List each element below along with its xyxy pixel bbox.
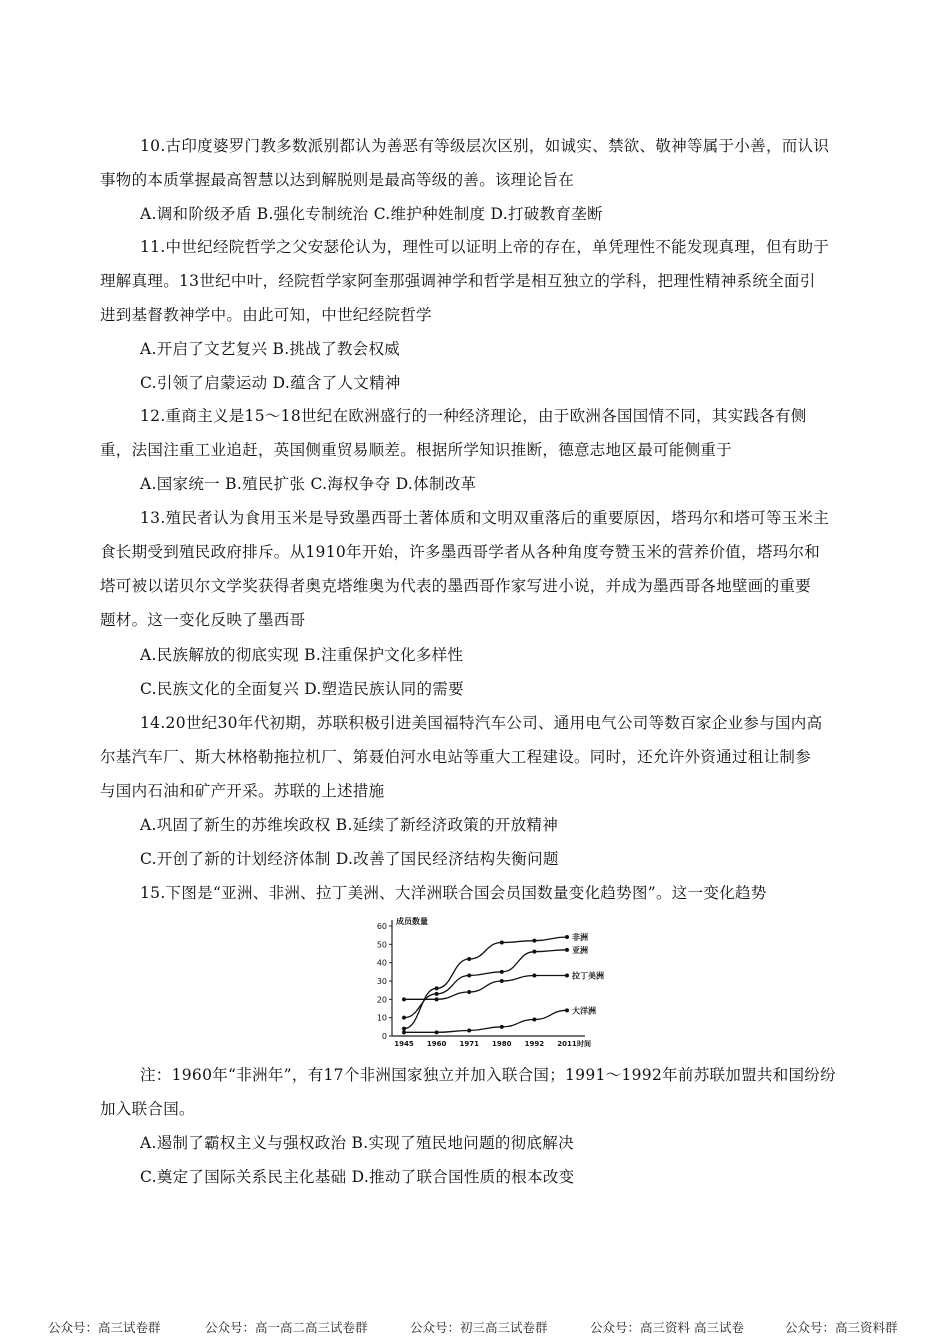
x-tick-label: 1945 [394,1040,414,1048]
q14-line2: 尔基汽车厂、斯大林格勒拖拉机厂、第聂伯河水电站等重大工程建设。同时，还允许外资通过租让制参 [100,748,812,766]
x-axis-title: 时间 [577,1040,591,1048]
q15-note-line1: 注：1960年“非洲年”，有17个非洲国家独立并加入联合国；1991～1992年前苏联加盟共和国纷纷 [140,1066,836,1084]
x-tick-label: 1960 [426,1040,447,1048]
q15-options-1: A.遏制了霸权主义与强权政治 B.实现了殖民地问题的彻底解决 [140,1134,574,1152]
y-tick-label: 10 [376,1013,387,1023]
q15-line1: 15.下图是“亚洲、非洲、拉丁美洲、大洋洲联合国会员国数量变化趋势图”。这一变化趋势 [140,884,767,902]
data-point [532,939,536,943]
data-point [532,974,536,978]
q11-line3: 进到基督教神学中。由此可知，中世纪经院哲学 [100,306,432,324]
q11-options-1: A.开启了文艺复兴 B.挑战了教会权威 [140,340,401,358]
data-point [435,986,439,990]
y-tick-label: 60 [376,922,387,931]
data-point [402,1016,406,1020]
series-label: 拉丁美洲 [572,971,604,981]
q13-line2: 食长期受到殖民政府排斥。从1910年开始，许多墨西哥学者从各种角度夸赞玉米的营养价值，塔玛尔和 [100,543,821,561]
y-tick-label: 0 [381,1032,387,1041]
footer-watermark-2: 公众号：高一高二高三试卷群 [205,1320,368,1335]
series-label: 非洲 [572,933,588,942]
q12-line2: 重，法国注重工业追赶，英国侧重贸易顺差。根据所学知识推断，德意志地区最可能侧重于 [100,441,733,459]
q11-options-2: C.引领了启蒙运动 D.蕴含了人文精神 [140,374,401,392]
q15-note-line2: 加入联合国。 [100,1100,195,1118]
footer-watermark-1: 公众号：高三试卷群 [48,1320,161,1335]
q14-line1: 14.20世纪30年代初期，苏联积极引进美国福特汽车公司、通用电气公司等数百家企业参与国内高 [140,714,823,732]
data-point [500,941,504,945]
series-line [404,937,567,1029]
series-line [404,1010,567,1032]
data-point [467,974,471,978]
q13-line1: 13.殖民者认为食用玉米是导致墨西哥土著体质和文明双重落后的重要原因，塔玛尔和塔可等玉米主 [140,509,830,527]
data-point [435,997,439,1001]
q14-line3: 与国内石油和矿产开采。苏联的上述措施 [100,782,385,800]
q13-options-1: A.民族解放的彻底实现 B.注重保护文化多样性 [140,646,464,664]
data-point [435,992,439,996]
y-tick-label: 30 [376,977,387,986]
q15-options-2: C.奠定了国际关系民主化基础 D.推动了联合国性质的根本改变 [140,1168,575,1186]
q10-line1: 10.古印度婆罗门教多数派别都认为善恶有等级层次区别，如诚实、禁欲、敬神等属于小善，而认识 [140,137,830,155]
footer-watermark-3: 公众号：初三高三试卷群 [410,1320,548,1335]
data-point [565,935,569,939]
q14-options-1: A.巩固了新生的苏维埃政权 B.延续了新经济政策的开放精神 [140,816,559,834]
footer-watermark-5: 公众号：高三资料群 [785,1320,898,1335]
x-tick-label: 1992 [524,1040,545,1048]
footer-watermark-4: 公众号：高三资料 高三试卷 [590,1320,744,1335]
data-point [565,948,569,952]
un-membership-chart [360,912,620,1052]
x-tick-label: 2011 [557,1040,577,1048]
data-point [500,970,504,974]
q10-options: A.调和阶级矛盾 B.强化专制统治 C.维护种姓制度 D.打破教育垄断 [140,205,603,223]
q13-line3: 塔可被以诺贝尔文学奖获得者奥克塔维奥为代表的墨西哥作家写进小说，并成为墨西哥各地壁画的重要 [100,577,812,595]
q12-line1: 12.重商主义是15～18世纪在欧洲盛行的一种经济理论，由于欧洲各国国情不同，其实践各有侧 [140,407,807,425]
q10-line2: 事物的本质掌握最高智慧以达到解脱则是最高等级的善。该理论旨在 [100,171,575,189]
q14-options-2: C.开创了新的计划经济体制 D.改善了国民经济结构失衡问题 [140,850,559,868]
data-point [500,979,504,983]
q12-options: A.国家统一 B.殖民扩张 C.海权争夺 D.体制改革 [140,475,477,493]
y-tick-label: 20 [376,995,387,1005]
data-point [402,1030,406,1034]
data-point [565,1008,569,1012]
series-label: 大洋洲 [572,1006,596,1016]
data-point [500,1025,504,1029]
series-line [404,950,567,1018]
x-tick-label: 1971 [459,1040,479,1048]
q11-line2: 理解真理。13世纪中叶，经院哲学家阿奎那强调神学和哲学是相互独立的学科，把理性精神系统全面引 [100,272,816,290]
data-point [467,957,471,961]
data-point [435,1030,439,1034]
q13-line4: 题材。这一变化反映了墨西哥 [100,611,306,629]
data-point [402,1027,406,1031]
data-point [467,990,471,994]
q11-line1: 11.中世纪经院哲学之父安瑟伦认为，理性可以证明上帝的存在，单凭理性不能发现真理，但有助于 [140,238,830,256]
data-point [532,950,536,954]
y-tick-label: 40 [376,958,387,968]
data-point [565,974,569,978]
y-axis-title: 成员数量 [396,917,428,926]
data-point [467,1029,471,1033]
series-label: 亚洲 [572,945,588,955]
q13-options-2: C.民族文化的全面复兴 D.塑造民族认同的需要 [140,680,464,698]
x-tick-label: 1980 [492,1040,512,1048]
data-point [402,997,406,1001]
data-point [532,1018,536,1022]
y-tick-label: 50 [376,940,387,950]
